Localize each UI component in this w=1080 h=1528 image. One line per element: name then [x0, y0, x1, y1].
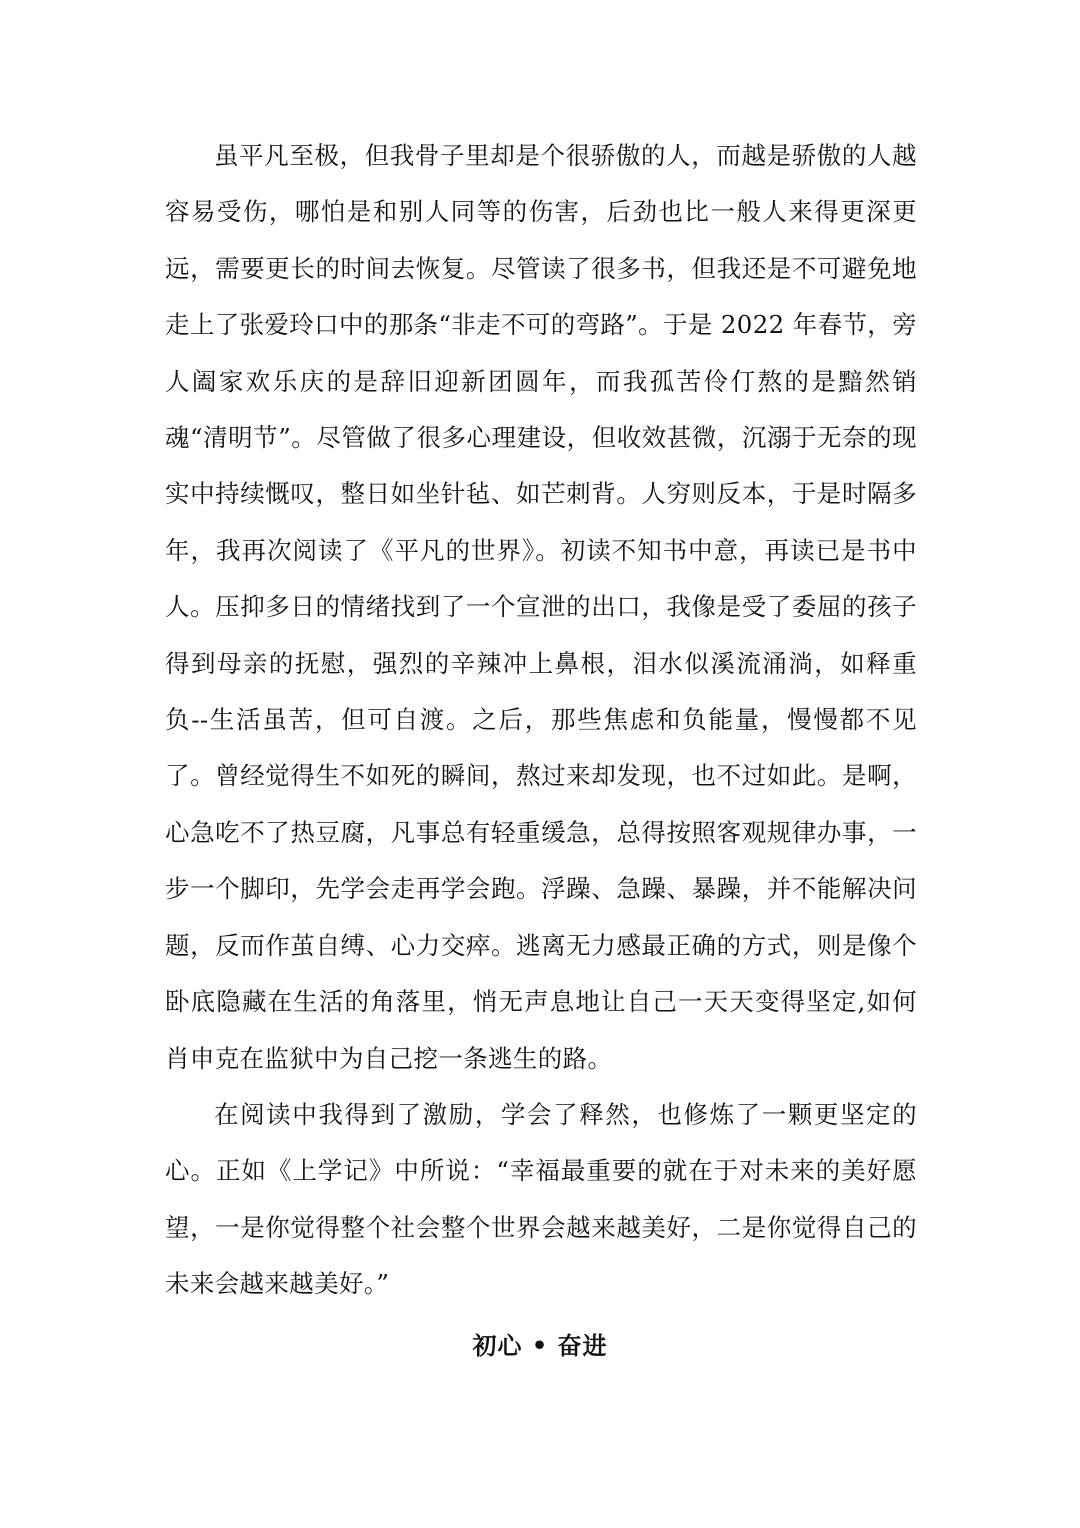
paragraph-2: 在阅读中我得到了激励，学会了释然，也修炼了一颗更坚定的心。正如《上学记》中所说：“幸福最重要的就在于对未来的美好愿望，一是你觉得整个社会整个世界会越来越美好，二是你觉得自己的未来会越来越美好。”: [165, 1099, 917, 1299]
body-text: [165, 128, 917, 1313]
section-heading: 初心 • 奋进: [472, 1331, 608, 1360]
paragraph-1: 虽平凡至极，但我骨子里却是个很骄傲的人，而越是骄傲的人越容易受伤，哪怕是和别人同等的伤害，后劲也比一般人来得更深更远，需要更长的时间去恢复。尽管读了很多书，但我还是不可避免地走上了张爱玲口中的那条“非走不可的弯路”。于是 2022 年春节，旁人阖家欢乐庆的是辞旧迎新团圆年，而我孤苦伶仃熬的是黯然销魂“清明节”。尽管做了很多心理建设，但收效甚微，沉溺于无奈的现实中持续慨叹，整日如坐针毡、如芒刺背。人穷则反本，于是时隔多年，我再次阅读了《平凡的世界》。初读不知书中意，再读已是书中人。压抑多日的情绪找到了一个宣泄的出口，我像是受了委屈的孩子得到母亲的抚慰，强烈的辛辣冲上鼻根，泪水似溪流涌淌，如释重负--生活虽苦，但可自渡。之后，那些焦虑和负能量，慢慢都不见了。曾经觉得生不如死的瞬间，熬过来却发现，也不过如此。是啊，心急吃不了热豆腐，凡事总有轻重缓急，总得按照客观规律办事，一步一个脚印，先学会走再学会跑。浮躁、急躁、暴躁，并不能解决问题，反而作茧自缚、心力交瘁。逃离无力感最正确的方式，则是像个卧底隐藏在生活的角落里，悄无声息地让自己一天天变得坚定,如何肖申克在监狱中为自己挖一条逃生的路。: [165, 141, 917, 1073]
